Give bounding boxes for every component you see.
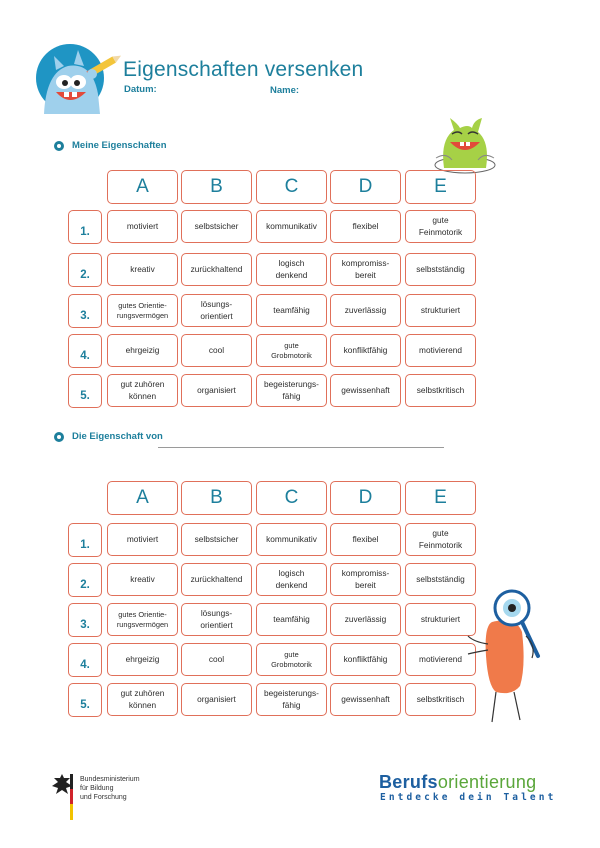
trait-cell[interactable]: kompromiss- bereit (330, 253, 401, 286)
trait-cell[interactable]: logisch denkend (256, 563, 327, 596)
trait-cell[interactable]: ehrgeizig (107, 334, 178, 367)
trait-cell[interactable]: strukturiert (405, 603, 476, 636)
column-header-c: C (256, 481, 327, 515)
logo-tagline: Entdecke dein Talent (380, 792, 557, 803)
bullet-icon (54, 432, 64, 442)
trait-cell[interactable]: kommunikativ (256, 523, 327, 556)
column-header-a: A (107, 170, 178, 204)
trait-cell[interactable]: zuverlässig (330, 603, 401, 636)
trait-cell[interactable]: flexibel (330, 523, 401, 556)
green-mascot-illustration (432, 110, 498, 176)
trait-cell[interactable]: zurückhaltend (181, 253, 252, 286)
row-header-5: 5. (68, 683, 102, 717)
trait-cell[interactable]: strukturiert (405, 294, 476, 327)
trait-cell[interactable]: kreativ (107, 253, 178, 286)
column-header-c: C (256, 170, 327, 204)
page-title: Eigenschaften versenken (123, 58, 364, 81)
trait-cell[interactable]: gute Feinmotorik (405, 523, 476, 556)
trait-cell[interactable]: ehrgeizig (107, 643, 178, 676)
name-write-line[interactable] (158, 447, 444, 448)
trait-cell[interactable]: lösungs- orientiert (181, 603, 252, 636)
trait-cell[interactable]: gutes Orientie- rungsvermögen (107, 294, 178, 327)
row-header-3: 3. (68, 603, 102, 637)
trait-cell[interactable]: gute Grobmotorik (256, 643, 327, 676)
trait-cell[interactable]: gewissenhaft (330, 374, 401, 407)
row-header-2: 2. (68, 253, 102, 287)
trait-cell[interactable]: lösungs- orientiert (181, 294, 252, 327)
trait-cell[interactable]: kreativ (107, 563, 178, 596)
logo-part2: orientierung (437, 772, 537, 792)
trait-cell[interactable]: gutes Orientie- rungsvermögen (107, 603, 178, 636)
name-label: Name: (270, 85, 300, 96)
trait-cell[interactable]: motivierend (405, 643, 476, 676)
trait-cell[interactable]: organisiert (181, 683, 252, 716)
trait-cell[interactable]: selbstsicher (181, 210, 252, 243)
trait-cell[interactable]: gut zuhören können (107, 683, 178, 716)
blue-mascot-illustration (34, 42, 124, 114)
row-header-5: 5. (68, 374, 102, 408)
trait-cell[interactable]: motiviert (107, 210, 178, 243)
trait-cell[interactable]: logisch denkend (256, 253, 327, 286)
berufsorientierung-logo (379, 772, 537, 793)
trait-cell[interactable]: cool (181, 643, 252, 676)
row-header-1: 1. (68, 523, 102, 557)
column-header-e: E (405, 170, 476, 204)
trait-cell[interactable]: gut zuhören können (107, 374, 178, 407)
trait-cell[interactable]: kompromiss- bereit (330, 563, 401, 596)
section-trait-of (54, 431, 163, 442)
trait-cell[interactable]: konfliktfähig (330, 334, 401, 367)
federal-eagle-logo (50, 772, 74, 822)
column-header-d: D (330, 170, 401, 204)
trait-cell[interactable]: konfliktfähig (330, 643, 401, 676)
ministry-name: Bundesministerium für Bildung und Forschung (80, 776, 140, 801)
trait-cell[interactable]: selbstsicher (181, 523, 252, 556)
trait-cell[interactable]: begeisterungs- fähig (256, 683, 327, 716)
trait-cell[interactable]: cool (181, 334, 252, 367)
section-label: Die Eigenschaft von (72, 431, 163, 442)
trait-cell[interactable]: motivierend (405, 334, 476, 367)
row-header-2: 2. (68, 563, 102, 597)
trait-cell[interactable]: gute Feinmotorik (405, 210, 476, 243)
column-header-d: D (330, 481, 401, 515)
column-header-b: B (181, 481, 252, 515)
trait-cell[interactable]: motiviert (107, 523, 178, 556)
orange-mascot-illustration (466, 586, 546, 726)
trait-cell[interactable]: gute Grobmotorik (256, 334, 327, 367)
logo-part1: Berufs (379, 772, 438, 792)
bullet-icon (54, 141, 64, 151)
date-label: Datum: (124, 84, 157, 95)
trait-cell[interactable]: zuverlässig (330, 294, 401, 327)
trait-cell[interactable]: zurückhaltend (181, 563, 252, 596)
row-header-4: 4. (68, 643, 102, 677)
column-header-a: A (107, 481, 178, 515)
trait-cell[interactable]: flexibel (330, 210, 401, 243)
row-header-3: 3. (68, 294, 102, 328)
row-header-1: 1. (68, 210, 102, 244)
trait-cell[interactable]: selbstkritisch (405, 683, 476, 716)
column-header-b: B (181, 170, 252, 204)
column-header-e: E (405, 481, 476, 515)
trait-cell[interactable]: kommunikativ (256, 210, 327, 243)
trait-cell[interactable]: selbstkritisch (405, 374, 476, 407)
trait-cell[interactable]: begeisterungs- fähig (256, 374, 327, 407)
section-my-traits (54, 140, 167, 151)
trait-cell[interactable]: selbstständig (405, 563, 476, 596)
trait-cell[interactable]: organisiert (181, 374, 252, 407)
trait-cell[interactable]: teamfähig (256, 603, 327, 636)
trait-cell[interactable]: teamfähig (256, 294, 327, 327)
trait-cell[interactable]: gewissenhaft (330, 683, 401, 716)
row-header-4: 4. (68, 334, 102, 368)
trait-cell[interactable]: selbstständig (405, 253, 476, 286)
section-label: Meine Eigenschaften (72, 140, 167, 151)
